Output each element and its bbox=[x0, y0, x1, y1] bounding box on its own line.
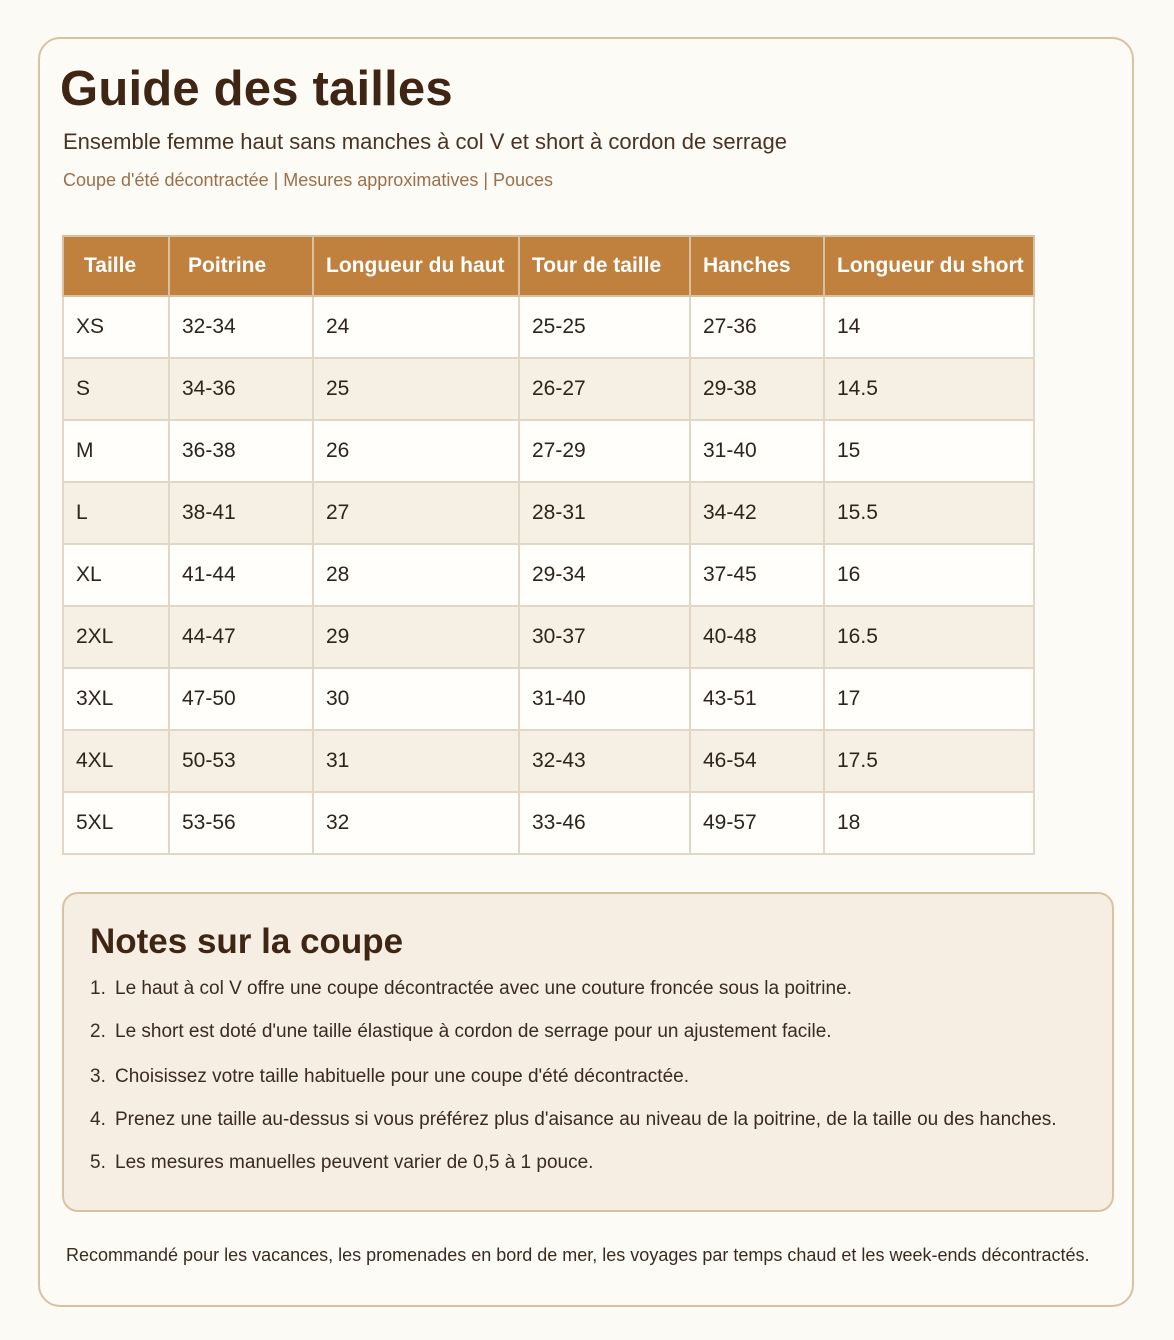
page-title: Guide des tailles bbox=[60, 62, 453, 116]
footer-recommendation: Recommandé pour les vacances, les promenades en bord de mer, les voyages par temps chaud et les week-ends décontractés. bbox=[66, 1245, 1090, 1265]
column-header-shorts-length: Longueur du short bbox=[824, 236, 1034, 296]
cell-hips: 40-48 bbox=[690, 606, 824, 668]
fit-notes-panel bbox=[62, 892, 1114, 1212]
cell-shorts-length: 18 bbox=[824, 792, 1034, 854]
cell-waist: 29-34 bbox=[519, 544, 690, 606]
cell-chest: 53-56 bbox=[169, 792, 313, 854]
cell-size: 5XL bbox=[63, 792, 169, 854]
cell-waist: 25-25 bbox=[519, 296, 690, 358]
table-row bbox=[63, 792, 1034, 854]
table-row bbox=[63, 420, 1034, 482]
table-row bbox=[63, 544, 1034, 606]
table-row bbox=[63, 668, 1034, 730]
fit-notes-title: Notes sur la coupe bbox=[90, 922, 404, 961]
cell-hips: 31-40 bbox=[690, 420, 824, 482]
fit-note-item bbox=[90, 1019, 1057, 1044]
table-row bbox=[63, 296, 1034, 358]
fit-note-item bbox=[90, 1150, 1057, 1175]
cell-top-length: 27 bbox=[313, 482, 519, 544]
table-row bbox=[63, 606, 1034, 668]
fit-note-item bbox=[90, 976, 1057, 1001]
cell-waist: 32-43 bbox=[519, 730, 690, 792]
column-header-size: Taille bbox=[63, 236, 169, 296]
size-table-body bbox=[63, 296, 1034, 854]
cell-shorts-length: 17 bbox=[824, 668, 1034, 730]
fit-note-number: 5. bbox=[90, 1152, 106, 1173]
fit-note-text: Prenez une taille au-dessus si vous préférez plus d'aisance au niveau de la poitrine, de la taille ou des hanches. bbox=[115, 1109, 1057, 1130]
size-table-header bbox=[63, 236, 1034, 296]
cell-shorts-length: 17.5 bbox=[824, 730, 1034, 792]
column-header-waist: Tour de taille bbox=[519, 236, 690, 296]
cell-hips: 34-42 bbox=[690, 482, 824, 544]
column-header-hips: Hanches bbox=[690, 236, 824, 296]
fit-note-item bbox=[90, 1107, 1057, 1132]
cell-top-length: 30 bbox=[313, 668, 519, 730]
size-table bbox=[62, 235, 1035, 855]
cell-chest: 38-41 bbox=[169, 482, 313, 544]
cell-waist: 26-27 bbox=[519, 358, 690, 420]
cell-waist: 27-29 bbox=[519, 420, 690, 482]
cell-chest: 41-44 bbox=[169, 544, 313, 606]
fit-note-text: Les mesures manuelles peuvent varier de 0,5 à 1 pouce. bbox=[115, 1152, 594, 1173]
cell-shorts-length: 16.5 bbox=[824, 606, 1034, 668]
cell-chest: 44-47 bbox=[169, 606, 313, 668]
fit-meta-line: Coupe d'été décontractée | Mesures approximatives | Pouces bbox=[63, 170, 554, 190]
fit-note-text: Le haut à col V offre une coupe décontractée avec une couture froncée sous la poitrine. bbox=[115, 978, 852, 999]
cell-size: 4XL bbox=[63, 730, 169, 792]
cell-shorts-length: 16 bbox=[824, 544, 1034, 606]
column-header-chest: Poitrine bbox=[169, 236, 313, 296]
cell-top-length: 32 bbox=[313, 792, 519, 854]
fit-note-number: 4. bbox=[90, 1109, 106, 1130]
cell-top-length: 29 bbox=[313, 606, 519, 668]
cell-size: 2XL bbox=[63, 606, 169, 668]
table-row bbox=[63, 730, 1034, 792]
cell-chest: 47-50 bbox=[169, 668, 313, 730]
cell-waist: 28-31 bbox=[519, 482, 690, 544]
cell-shorts-length: 14 bbox=[824, 296, 1034, 358]
fit-note-number: 1. bbox=[90, 978, 106, 999]
cell-waist: 31-40 bbox=[519, 668, 690, 730]
cell-hips: 27-36 bbox=[690, 296, 824, 358]
cell-size: L bbox=[63, 482, 169, 544]
cell-hips: 29-38 bbox=[690, 358, 824, 420]
cell-top-length: 24 bbox=[313, 296, 519, 358]
cell-chest: 34-36 bbox=[169, 358, 313, 420]
cell-waist: 30-37 bbox=[519, 606, 690, 668]
cell-top-length: 26 bbox=[313, 420, 519, 482]
table-row bbox=[63, 358, 1034, 420]
fit-note-item bbox=[90, 1064, 1057, 1089]
cell-top-length: 31 bbox=[313, 730, 519, 792]
cell-waist: 33-46 bbox=[519, 792, 690, 854]
cell-size: 3XL bbox=[63, 668, 169, 730]
fit-notes-list bbox=[90, 976, 1057, 1193]
cell-size: M bbox=[63, 420, 169, 482]
cell-hips: 49-57 bbox=[690, 792, 824, 854]
cell-chest: 36-38 bbox=[169, 420, 313, 482]
fit-note-number: 2. bbox=[90, 1021, 106, 1042]
cell-shorts-length: 14.5 bbox=[824, 358, 1034, 420]
cell-size: XS bbox=[63, 296, 169, 358]
cell-hips: 46-54 bbox=[690, 730, 824, 792]
fit-note-number: 3. bbox=[90, 1066, 106, 1087]
cell-top-length: 25 bbox=[313, 358, 519, 420]
product-subtitle: Ensemble femme haut sans manches à col V et short à cordon de serrage bbox=[63, 129, 787, 154]
cell-shorts-length: 15.5 bbox=[824, 482, 1034, 544]
cell-hips: 43-51 bbox=[690, 668, 824, 730]
fit-note-text: Le short est doté d'une taille élastique à cordon de serrage pour un ajustement facile. bbox=[115, 1021, 832, 1042]
column-header-top-length: Longueur du haut bbox=[313, 236, 519, 296]
cell-chest: 32-34 bbox=[169, 296, 313, 358]
cell-size: XL bbox=[63, 544, 169, 606]
fit-note-text: Choisissez votre taille habituelle pour une coupe d'été décontractée. bbox=[115, 1066, 689, 1087]
size-guide-card bbox=[38, 37, 1134, 1307]
table-row bbox=[63, 482, 1034, 544]
cell-hips: 37-45 bbox=[690, 544, 824, 606]
cell-top-length: 28 bbox=[313, 544, 519, 606]
cell-shorts-length: 15 bbox=[824, 420, 1034, 482]
cell-chest: 50-53 bbox=[169, 730, 313, 792]
cell-size: S bbox=[63, 358, 169, 420]
